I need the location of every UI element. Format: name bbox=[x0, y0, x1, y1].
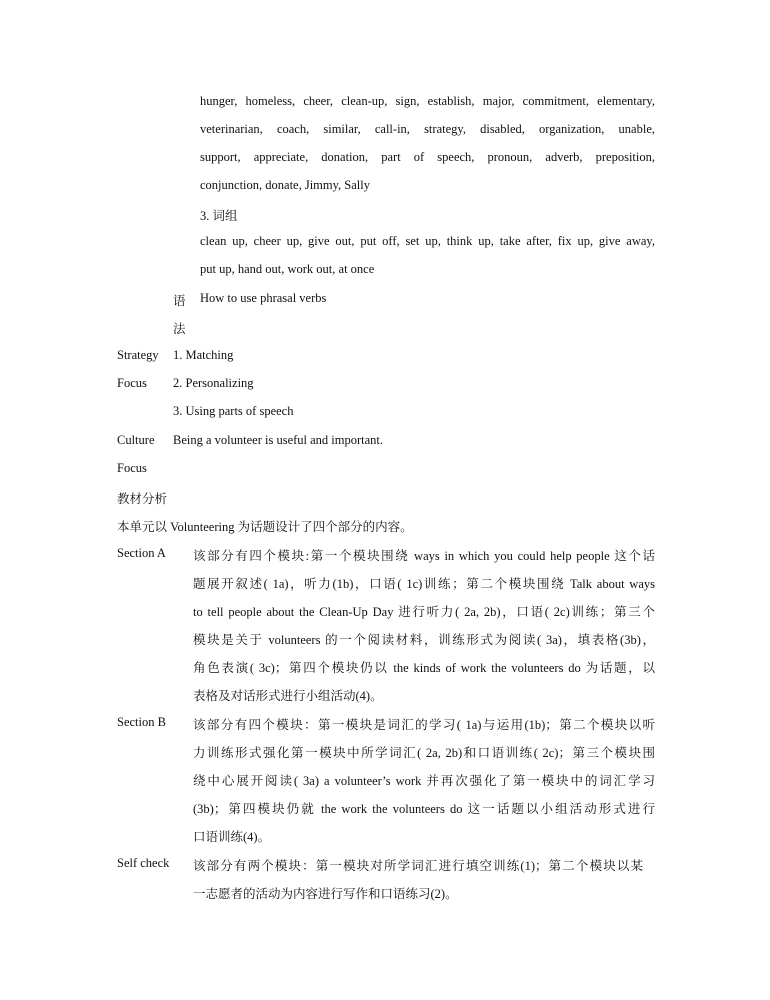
section-label: Self check bbox=[117, 856, 170, 870]
phrase-line: put up, hand out, work out, at once bbox=[200, 262, 375, 276]
phrases-heading: 3. 词组 bbox=[200, 209, 238, 223]
section-line: 题展开叙述( 1a)，听力(1b)，口语( 1c)训练；第二个模块围绕 Talk about ways bbox=[193, 577, 655, 591]
section-line: 表格及对话形式进行小组活动(4)。 bbox=[193, 689, 383, 703]
section-line: 绕中心展开阅读( 3a) a volunteer’s work 并再次强化了第一模块中的词汇学习 bbox=[193, 774, 655, 788]
vocab-line: veterinarian, coach, similar, call-in, strategy, disabled, organization, unable, bbox=[200, 122, 655, 136]
section-line: 该部分有两个模块：第一模块对所学词汇进行填空训练(1)；第二个模块以某 bbox=[193, 859, 643, 873]
analysis-heading: 教材分析 bbox=[117, 492, 168, 506]
section-line: (3b)；第四模块仍就 the work the volunteers do 这一话题以小组活动形式进行 bbox=[193, 802, 655, 816]
section-label: Section B bbox=[117, 715, 166, 729]
section-line: 该部分有四个模块:第一个模块围绕 ways in which you could help people 这个话 bbox=[193, 549, 655, 563]
section-line: to tell people about the Clean-Up Day 进行听力( 2a, 2b)，口语( 2c)训练；第三个 bbox=[193, 605, 655, 619]
vocab-line: conjunction, donate, Jimmy, Sally bbox=[200, 178, 371, 192]
strategy-item: 3. Using parts of speech bbox=[173, 404, 294, 418]
vocab-line: hunger, homeless, cheer, clean-up, sign, establish, major, commitment, elementary, bbox=[200, 94, 655, 108]
section-line: 口语训练(4)。 bbox=[193, 830, 271, 844]
section-label: Section A bbox=[117, 546, 166, 560]
section-line: 该部分有四个模块：第一模块是词汇的学习( 1a)与运用(1b)；第二个模块以听 bbox=[193, 718, 655, 732]
strategy-label: Focus bbox=[117, 376, 147, 390]
grammar-text: How to use phrasal verbs bbox=[200, 291, 327, 305]
section-line: 角色表演( 3c)；第四个模块仍以 the kinds of work the volunteers do 为话题，以 bbox=[193, 661, 655, 675]
culture-text: Being a volunteer is useful and important. bbox=[173, 433, 384, 447]
intro-text: 本单元以 Volunteering 为话题设计了四个部分的内容。 bbox=[117, 520, 413, 534]
culture-label: Culture bbox=[117, 433, 155, 447]
grammar-label: 语 bbox=[173, 294, 186, 308]
section-line: 力训练形式强化第一模块中所学词汇( 2a, 2b)和口语训练( 2c)；第三个模块围 bbox=[193, 746, 655, 760]
section-line: 一志愿者的活动为内容进行写作和口语练习(2)。 bbox=[193, 887, 458, 901]
culture-label: Focus bbox=[117, 461, 147, 475]
strategy-item: 1. Matching bbox=[173, 348, 234, 362]
section-line: 模块是关于 volunteers 的一个阅读材料，训练形式为阅读( 3a)，填表格(3b)， bbox=[193, 633, 655, 647]
strategy-item: 2. Personalizing bbox=[173, 376, 254, 390]
grammar-label: 法 bbox=[173, 322, 186, 336]
vocab-line: support, appreciate, donation, part of speech, pronoun, adverb, preposition, bbox=[200, 150, 655, 164]
strategy-label: Strategy bbox=[117, 348, 159, 362]
phrase-line: clean up, cheer up, give out, put off, set up, think up, take after, fix up, give away, bbox=[200, 234, 655, 248]
